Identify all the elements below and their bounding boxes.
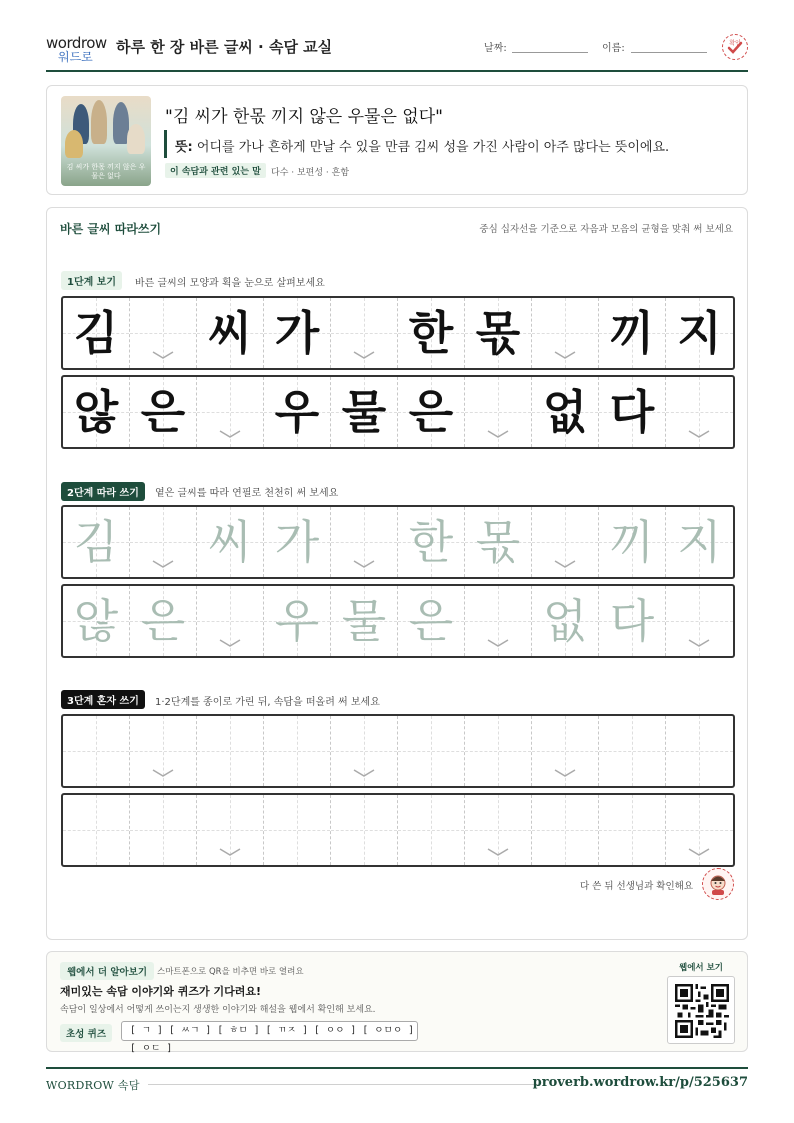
qr-label: 웹에서 보기 bbox=[679, 963, 724, 973]
grid-character: 은 bbox=[408, 594, 454, 648]
space-mark-icon bbox=[487, 847, 509, 857]
practice-title: 바른 글씨 따라쓰기 bbox=[60, 222, 162, 236]
grid-cell[interactable] bbox=[331, 716, 398, 786]
proverb-illustration bbox=[61, 96, 151, 186]
grid-character: 은 bbox=[140, 385, 186, 439]
grid-cell bbox=[331, 298, 398, 368]
grid-cell[interactable] bbox=[666, 795, 733, 865]
grid-cell bbox=[130, 377, 197, 447]
initial-quiz-box: [ ㄱ ] [ ㅆㄱ ] [ ㅎㅁ ] [ ㄲㅈ ] [ ㅇㅇ ] [ ㅇㅁㅇ ] [ ㅇㄷ ] bbox=[121, 1021, 418, 1041]
grid-cell[interactable] bbox=[532, 507, 599, 577]
grid-character: 끼 bbox=[609, 306, 655, 360]
grid-character: 지 bbox=[677, 515, 722, 569]
grid-cell[interactable] bbox=[465, 795, 532, 865]
grid-cell bbox=[666, 298, 733, 368]
step2-tag: 2단계 따라 쓰기 bbox=[61, 482, 145, 501]
grid-cell[interactable] bbox=[599, 586, 666, 656]
wordrow-logo bbox=[46, 34, 108, 64]
qr-code-link[interactable] bbox=[667, 976, 735, 1044]
web-sub: 스마트폰으로 QR을 비추면 바로 열려요 bbox=[157, 967, 304, 977]
step1-row-2 bbox=[61, 375, 735, 449]
grid-cell[interactable] bbox=[63, 795, 130, 865]
check-stamp-icon bbox=[722, 34, 748, 60]
grid-character: 물 bbox=[341, 594, 387, 648]
grid-cell[interactable] bbox=[63, 507, 130, 577]
logo-wordmark: wordrow bbox=[46, 34, 107, 52]
grid-cell[interactable] bbox=[599, 507, 666, 577]
grid-cell[interactable] bbox=[398, 795, 465, 865]
space-mark-icon bbox=[688, 847, 710, 857]
cell-guide-vertical bbox=[230, 716, 231, 786]
space-mark-icon bbox=[353, 559, 375, 569]
space-mark-icon bbox=[219, 429, 241, 439]
related-words-tag: 이 속담과 관련 있는 말 bbox=[165, 163, 266, 178]
cell-guide-vertical bbox=[632, 795, 633, 865]
grid-character: 김 bbox=[73, 515, 119, 569]
grid-cell bbox=[532, 298, 599, 368]
step1-tag: 1단계 보기 bbox=[61, 271, 122, 290]
grid-character: 다 bbox=[609, 385, 655, 439]
illustration-caption: 김 씨가 한몫 끼지 않은 우물은 없다 bbox=[66, 163, 146, 180]
grid-cell[interactable] bbox=[666, 507, 733, 577]
space-mark-icon bbox=[487, 638, 509, 648]
grid-character: 않 bbox=[73, 594, 119, 648]
grid-cell[interactable] bbox=[130, 716, 197, 786]
space-mark-icon bbox=[219, 638, 241, 648]
grid-character: 않 bbox=[73, 385, 119, 439]
grid-cell bbox=[197, 377, 264, 447]
grid-cell[interactable] bbox=[264, 795, 331, 865]
proverb-title: "김 씨가 한몫 끼지 않은 우물은 없다" bbox=[165, 107, 443, 127]
web-more-tag: 웹에서 더 알아보기 bbox=[60, 962, 154, 980]
grid-cell[interactable] bbox=[532, 716, 599, 786]
proverb-card bbox=[46, 85, 748, 195]
grid-cell bbox=[331, 377, 398, 447]
grid-cell[interactable] bbox=[197, 586, 264, 656]
worksheet-title: 하루 한 장 바른 글씨 · 속담 교실 bbox=[116, 38, 333, 56]
cell-guide-vertical bbox=[498, 716, 499, 786]
check-stamp-text: 확인 bbox=[729, 40, 741, 47]
date-label: 날짜: bbox=[484, 43, 507, 54]
web-headline: 재미있는 속담 이야기와 퀴즈가 기다려요! bbox=[60, 985, 261, 998]
grid-cell[interactable] bbox=[63, 586, 130, 656]
footer-divider bbox=[46, 1067, 748, 1069]
cell-guide-vertical bbox=[431, 795, 432, 865]
space-mark-icon bbox=[554, 350, 576, 360]
step3-row-2[interactable] bbox=[61, 793, 735, 867]
cell-guide-vertical bbox=[163, 795, 164, 865]
handwriting-practice-section bbox=[46, 207, 748, 940]
grid-cell bbox=[130, 298, 197, 368]
grid-cell[interactable] bbox=[130, 586, 197, 656]
step1-row-1 bbox=[61, 296, 735, 370]
grid-cell bbox=[398, 298, 465, 368]
cell-guide-vertical bbox=[364, 795, 365, 865]
footer-url-link[interactable]: proverb.wordrow.kr/p/525637 bbox=[532, 1075, 748, 1090]
cell-guide-vertical bbox=[431, 716, 432, 786]
grid-character: 김 bbox=[73, 306, 119, 360]
cell-guide-vertical bbox=[297, 716, 298, 786]
grid-cell[interactable] bbox=[264, 586, 331, 656]
grid-cell[interactable] bbox=[599, 795, 666, 865]
grid-character: 은 bbox=[140, 594, 186, 648]
grid-cell bbox=[465, 298, 532, 368]
teacher-check-note: 다 쓴 뒤 선생님과 확인해요 bbox=[579, 881, 693, 892]
step1-desc: 바른 글씨의 모양과 획을 눈으로 살펴보세요 bbox=[135, 278, 325, 289]
grid-cell[interactable] bbox=[465, 716, 532, 786]
step2-row-2[interactable] bbox=[61, 584, 735, 658]
grid-cell[interactable] bbox=[63, 716, 130, 786]
grid-character: 우 bbox=[274, 385, 320, 439]
space-mark-icon bbox=[554, 768, 576, 778]
space-mark-icon bbox=[152, 768, 174, 778]
grid-cell bbox=[465, 377, 532, 447]
logo-korean: 워드로 bbox=[58, 50, 93, 64]
grid-character: 가 bbox=[274, 306, 320, 360]
grid-character: 몫 bbox=[475, 515, 521, 569]
grid-character: 물 bbox=[341, 385, 387, 439]
cell-guide-vertical bbox=[96, 716, 97, 786]
name-label: 이름: bbox=[602, 43, 625, 54]
grid-cell[interactable] bbox=[465, 586, 532, 656]
practice-note: 중심 십자선을 기준으로 자음과 모음의 균형을 맞춰 써 보세요 bbox=[479, 224, 733, 235]
grid-cell bbox=[63, 298, 130, 368]
step3-desc: 1·2단계를 종이로 가린 뒤, 속담을 떠올려 써 보세요 bbox=[155, 697, 380, 708]
grid-cell bbox=[63, 377, 130, 447]
grid-cell[interactable] bbox=[666, 716, 733, 786]
grid-cell bbox=[197, 298, 264, 368]
grid-cell[interactable] bbox=[532, 795, 599, 865]
grid-character: 우 bbox=[274, 594, 320, 648]
web-promo-section bbox=[46, 951, 748, 1052]
grid-character: 몫 bbox=[475, 306, 521, 360]
page-header bbox=[46, 30, 748, 72]
grid-cell bbox=[599, 298, 666, 368]
space-mark-icon bbox=[688, 429, 710, 439]
grid-cell[interactable] bbox=[331, 795, 398, 865]
teacher-stamp-icon bbox=[702, 868, 734, 900]
grid-cell[interactable] bbox=[398, 586, 465, 656]
grid-character: 은 bbox=[408, 385, 454, 439]
grid-cell bbox=[264, 377, 331, 447]
space-mark-icon bbox=[219, 847, 241, 857]
grid-cell bbox=[666, 377, 733, 447]
grid-cell[interactable] bbox=[331, 507, 398, 577]
grid-cell bbox=[264, 298, 331, 368]
grid-cell[interactable] bbox=[331, 586, 398, 656]
step2-desc: 옅은 글씨를 따라 연필로 천천히 써 보세요 bbox=[155, 488, 339, 499]
cell-guide-vertical bbox=[565, 795, 566, 865]
grid-character: 지 bbox=[677, 306, 722, 360]
grid-character: 다 bbox=[609, 594, 655, 648]
grid-character: 없 bbox=[542, 385, 588, 439]
meaning-text: 어디를 가나 흔하게 만날 수 있을 만큼 김씨 성을 가진 사람이 아주 많다는 뜻이에요. bbox=[196, 140, 670, 155]
cell-guide-vertical bbox=[96, 795, 97, 865]
qr-code-icon bbox=[675, 984, 729, 1038]
step3-tag: 3단계 혼자 쓰기 bbox=[61, 690, 145, 709]
grid-cell bbox=[599, 377, 666, 447]
grid-character: 끼 bbox=[609, 515, 655, 569]
related-words: 다수 · 보편성 · 흔함 bbox=[271, 168, 350, 178]
grid-cell[interactable] bbox=[130, 795, 197, 865]
space-mark-icon bbox=[152, 559, 174, 569]
grid-cell[interactable] bbox=[197, 716, 264, 786]
name-field[interactable] bbox=[631, 52, 707, 53]
grid-cell[interactable] bbox=[465, 507, 532, 577]
step2-row-1[interactable] bbox=[61, 505, 735, 579]
grid-cell[interactable] bbox=[130, 507, 197, 577]
grid-cell[interactable] bbox=[264, 507, 331, 577]
grid-cell[interactable] bbox=[398, 716, 465, 786]
grid-character: 한 bbox=[408, 515, 454, 569]
meaning-label: 뜻: bbox=[175, 140, 193, 155]
grid-character: 씨 bbox=[207, 306, 253, 360]
grid-character: 없 bbox=[542, 594, 588, 648]
space-mark-icon bbox=[688, 638, 710, 648]
footer-rule bbox=[148, 1084, 538, 1085]
cell-guide-vertical bbox=[699, 716, 700, 786]
grid-cell[interactable] bbox=[264, 716, 331, 786]
grid-character: 가 bbox=[274, 515, 320, 569]
grid-cell[interactable] bbox=[666, 586, 733, 656]
grid-cell[interactable] bbox=[599, 716, 666, 786]
cell-guide-vertical bbox=[632, 716, 633, 786]
grid-cell[interactable] bbox=[197, 795, 264, 865]
grid-cell[interactable] bbox=[398, 507, 465, 577]
space-mark-icon bbox=[487, 429, 509, 439]
grid-cell bbox=[532, 377, 599, 447]
web-desc: 속담이 일상에서 어떻게 쓰이는지 생생한 이야기와 해설을 웹에서 확인해 보세요. bbox=[60, 1005, 376, 1015]
step3-row-1[interactable] bbox=[61, 714, 735, 788]
space-mark-icon bbox=[554, 559, 576, 569]
grid-character: 한 bbox=[408, 306, 454, 360]
space-mark-icon bbox=[353, 768, 375, 778]
cell-guide-vertical bbox=[297, 795, 298, 865]
initial-quiz-label: 초성 퀴즈 bbox=[60, 1024, 112, 1042]
grid-cell bbox=[398, 377, 465, 447]
proverb-meaning bbox=[175, 136, 669, 155]
date-field[interactable] bbox=[512, 52, 588, 53]
grid-cell[interactable] bbox=[197, 507, 264, 577]
grid-character: 씨 bbox=[207, 515, 253, 569]
meaning-accent-bar bbox=[164, 130, 167, 158]
space-mark-icon bbox=[152, 350, 174, 360]
footer-brand: WORDROW 속담 bbox=[46, 1079, 140, 1092]
grid-cell[interactable] bbox=[532, 586, 599, 656]
space-mark-icon bbox=[353, 350, 375, 360]
